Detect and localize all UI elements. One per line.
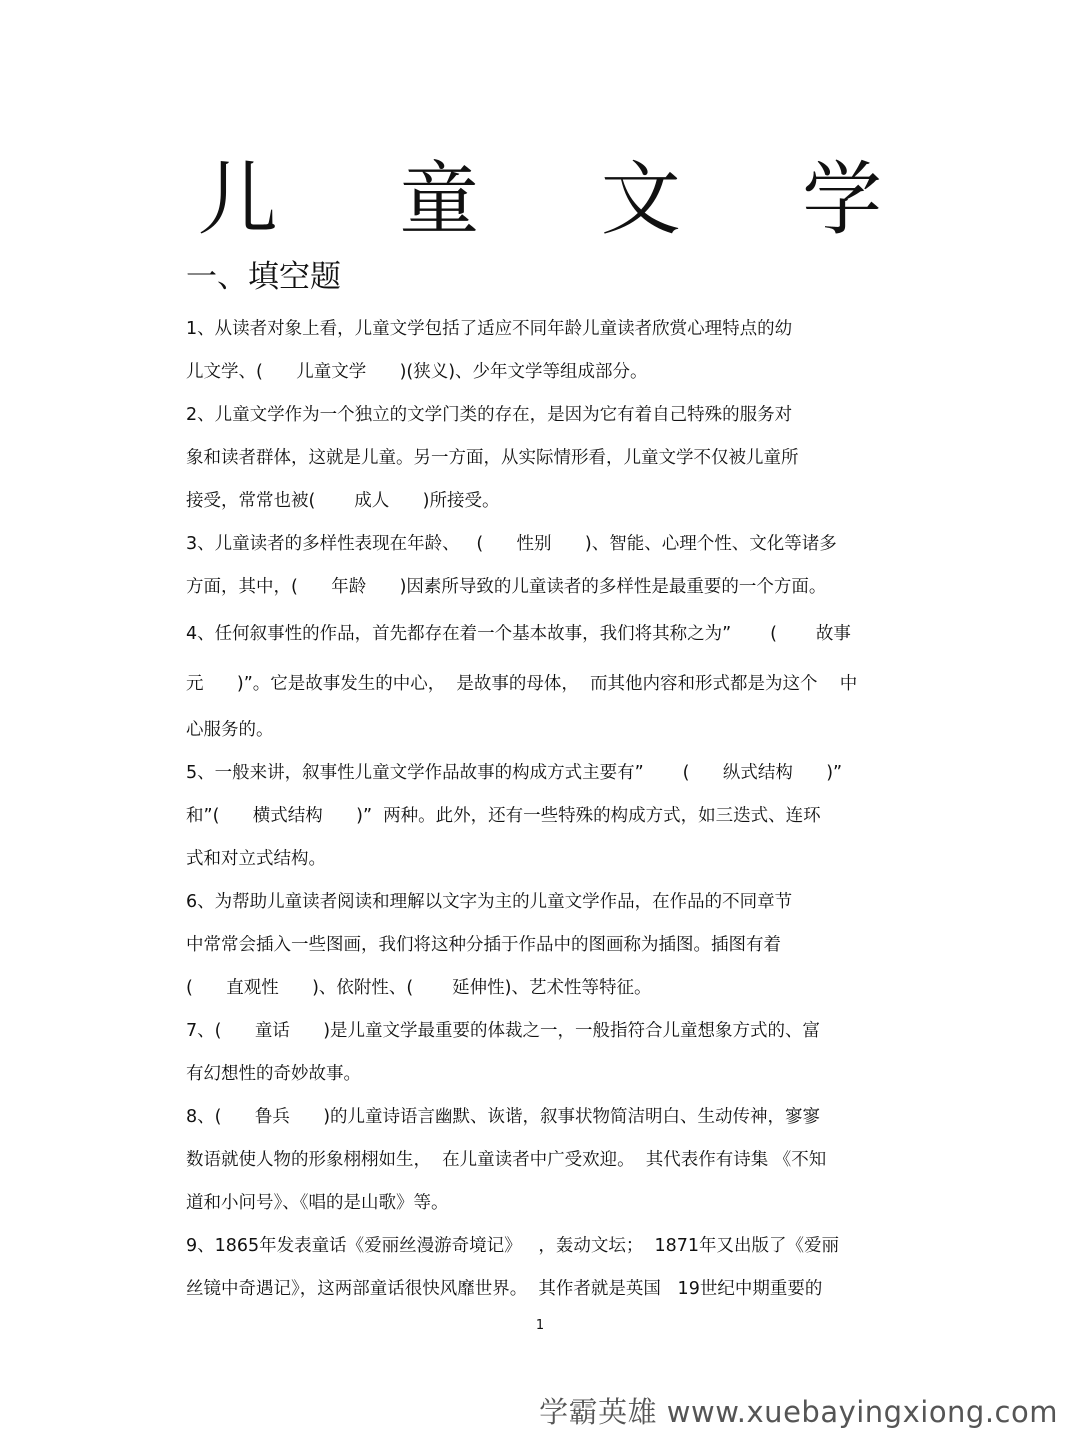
text-line: 方面，其中，( 年龄 )因素所导致的儿童读者的多样性是最重要的一个方面。 [186,577,827,597]
text-line: 8、( 鲁兵 )的儿童诗语言幽默、诙谐，叙事状物简洁明白、生动传神，寥寥 [186,1107,821,1127]
text-line: 接受，常常也被( 成人 )所接受。 [186,491,500,511]
question-list [186,308,906,1311]
text-line: 3、儿童读者的多样性表现在年龄、 ( 性别 )、智能、心理个性、文化等诸多 [186,534,837,554]
text-line: ( 直观性 )、依附性、( 延伸性)、艺术性等特征。 [186,978,652,998]
text-line: 中常常会插入一些图画，我们将这种分插于作品中的图画称为插图。插图有着 [186,935,781,955]
text-line: 元 )”。它是故事发生的中心， 是故事的母体， 而其他内容和形式都是为这个 中 [186,674,858,694]
watermark: 学霸英雄 www.xuebayingxiong.com [539,1395,1058,1429]
page-number: 1 [535,1318,545,1333]
text-line: 4、任何叙事性的作品，首先都存在着一个基本故事，我们将其称之为” ( 故事 [186,624,851,644]
text-line: 丝镜中奇遇记》，这两部童话很快风靡世界。 其作者就是英国 19世纪中期重要的 [186,1279,823,1299]
text-line: 6、为帮助儿童读者阅读和理解以文字为主的儿童文学作品，在作品的不同章节 [186,892,793,912]
section-heading: 一、填空题 [186,259,341,295]
text-line: 心服务的。 [186,720,274,740]
text-line: 1、从读者对象上看，儿童文学包括了适应不同年龄儿童读者欣赏心理特点的幼 [186,319,793,339]
text-line: 5、一般来讲，叙事性儿童文学作品故事的构成方式主要有” ( 纵式结构 )” [186,763,843,783]
text-line: 2、儿童文学作为一个独立的文学门类的存在，是因为它有着自己特殊的服务对 [186,405,793,425]
document-title: 儿 童 文 学 [197,153,931,246]
text-line: 有幻想性的奇妙故事。 [186,1064,361,1084]
text-line: 道和小问号》、《唱的是山歌》等。 [186,1193,449,1213]
text-line: 式和对立式结构。 [186,849,326,869]
text-line: 7、( 童话 )是儿童文学最重要的体裁之一，一般指符合儿童想象方式的、富 [186,1021,821,1041]
text-line: 9、1865年发表童话《爱丽丝漫游奇境记》 ，轰动文坛； 1871年又出版了《爱丽 [186,1236,840,1256]
text-line: 象和读者群体，这就是儿童。另一方面，从实际情形看，儿童文学不仅被儿童所 [186,448,799,468]
text-line: 数语就使人物的形象栩栩如生， 在儿童读者中广受欢迎。 其代表作有诗集 《不知 [186,1150,827,1170]
text-line: 和”( 横式结构 )” 两种。此外，还有一些特殊的构成方式，如三迭式、连环 [186,806,821,826]
text-line: 儿文学、( 儿童文学 )(狭义)、少年文学等组成部分。 [186,362,648,382]
